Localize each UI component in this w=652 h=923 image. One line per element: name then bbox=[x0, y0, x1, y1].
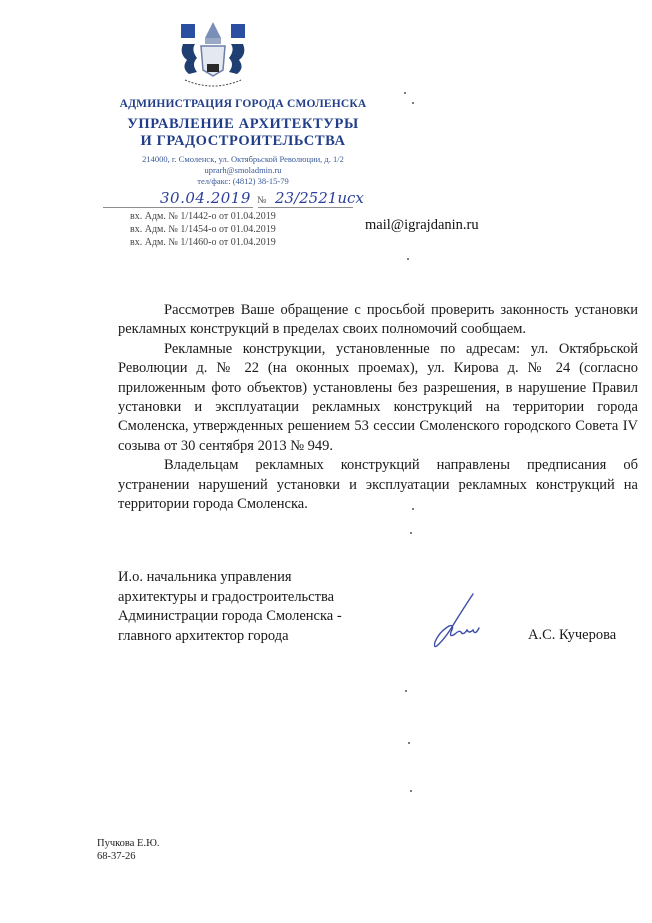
city-coat-of-arms-icon bbox=[175, 18, 251, 94]
signatory-title-line: Администрации города Смоленска - bbox=[118, 608, 342, 624]
scan-speck bbox=[412, 102, 414, 104]
signatory-title bbox=[118, 568, 342, 646]
address: 214000, г. Смоленск, ул. Октябрьской Революции, д. 1/2 bbox=[142, 154, 344, 164]
department-name-line: И ГРАДОСТРОИТЕЛЬСТВА bbox=[140, 133, 346, 149]
executor-phone: 68-37-26 bbox=[97, 850, 136, 862]
body-paragraph: Владельцам рекламных конструкций направлены предписания об устранении нарушений установки и эксплуатации рекламных конструкций на территории города Смоленска. bbox=[118, 457, 638, 513]
body-paragraph: Рассмотрев Ваше обращение с просьбой проверить законность установки рекламных конструкций в пределах своих полномочий сообщаем. bbox=[118, 302, 638, 338]
scan-speck bbox=[405, 690, 407, 692]
scan-speck bbox=[408, 742, 410, 744]
registration-date: 30.04.2019 bbox=[160, 189, 251, 207]
scan-speck bbox=[410, 790, 412, 792]
department-name bbox=[60, 116, 426, 150]
incoming-reference: вх. Адм. № 1/1460-о от 01.04.2019 bbox=[130, 237, 276, 248]
signatory-title-line: И.о. начальника управления bbox=[118, 569, 292, 585]
registration-number-sign: № bbox=[257, 195, 267, 206]
signatory-name: А.С. Кучерова bbox=[528, 627, 617, 643]
phone-fax: тел/факс: (4812) 38-15-79 bbox=[197, 176, 289, 186]
body-paragraph: Рекламные конструкции, установленные по адресам: ул. Октябрьской Революции д. № 22 (на оконных проемах), ул. Кирова д. № 24 (согласно приложенным фото объектов) установлены без разрешения, в нарушение Правил установки и эксплуатации рекламных конструкций на территории города Смоленска, утвержденных решением 53 сессии Смоленского городского Совета IV созыва от 30 сентября 2013 № 949. bbox=[118, 340, 638, 454]
recipient-email: mail@igrajdanin.ru bbox=[365, 217, 479, 233]
incoming-references bbox=[130, 210, 276, 249]
scan-speck bbox=[404, 92, 406, 94]
administration-name: АДМИНИСТРАЦИЯ ГОРОДА СМОЛЕНСКА bbox=[119, 98, 367, 110]
incoming-reference: вх. Адм. № 1/1454-о от 01.04.2019 bbox=[130, 224, 276, 235]
signatory-title-line: главного архитектор города bbox=[118, 627, 289, 644]
incoming-reference: вх. Адм. № 1/1442-о от 01.04.2019 bbox=[130, 211, 276, 222]
scan-speck bbox=[412, 508, 414, 510]
executor-name: Пучкова Е.Ю. bbox=[97, 838, 160, 849]
department-contacts bbox=[60, 154, 426, 187]
executor-info bbox=[97, 838, 160, 863]
scan-speck bbox=[410, 532, 412, 534]
registration-number: 23/2521исх bbox=[275, 189, 364, 207]
date-underline bbox=[103, 207, 253, 208]
signatory-title-line: архитектуры и градостроительства bbox=[118, 588, 335, 605]
number-underline bbox=[258, 207, 353, 208]
email: uprarh@smoladmin.ru bbox=[204, 165, 282, 175]
letter-body bbox=[118, 301, 638, 514]
scan-speck bbox=[407, 258, 409, 260]
handwritten-signature bbox=[425, 592, 495, 652]
department-name-line: УПРАВЛЕНИЕ АРХИТЕКТУРЫ bbox=[127, 116, 359, 132]
